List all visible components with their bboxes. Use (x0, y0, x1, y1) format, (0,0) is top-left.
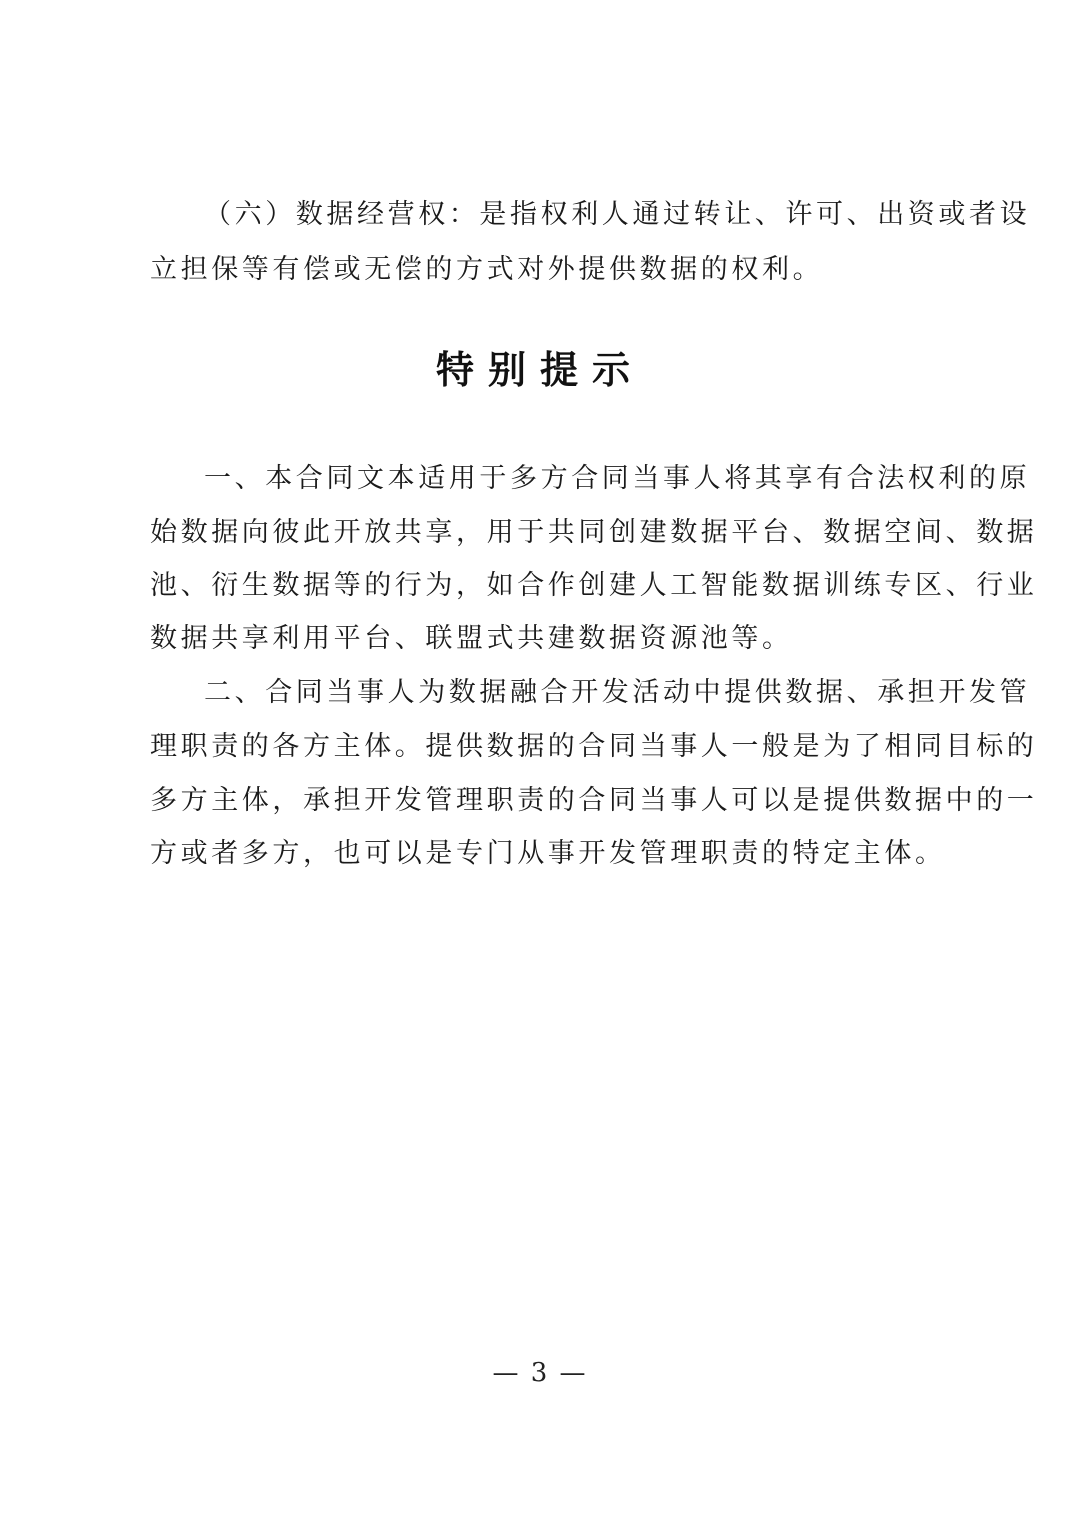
paragraph-line: 二、合同当事人为数据融合开发活动中提供数据、承担开发管 (204, 677, 1031, 708)
paragraph-line: 始数据向彼此开放共享，用于共同创建数据平台、数据空间、数据 (150, 517, 1038, 548)
paragraph-line: 数据共享利用平台、联盟式共建数据资源池等。 (150, 623, 793, 654)
paragraph-line: 立担保等有偿或无偿的方式对外提供数据的权利。 (150, 254, 824, 285)
section-heading: 特别提示 (435, 348, 644, 392)
paragraph-line: 一、本合同文本适用于多方合同当事人将其享有合法权利的原 (204, 463, 1031, 494)
paragraph-line: 池、衍生数据等的行为，如合作创建人工智能数据训练专区、行业 (150, 570, 1038, 601)
paragraph-line: 理职责的各方主体。提供数据的合同当事人一般是为了相同目标的 (150, 731, 1038, 762)
page-number: — 3 — (492, 1358, 588, 1388)
paragraph-line: 多方主体，承担开发管理职责的合同当事人可以是提供数据中的一 (150, 785, 1038, 816)
paragraph-line: 方或者多方，也可以是专门从事开发管理职责的特定主体。 (150, 838, 946, 869)
paragraph-line: （六）数据经营权：是指权利人通过转让、许可、出资或者设 (204, 199, 1031, 230)
